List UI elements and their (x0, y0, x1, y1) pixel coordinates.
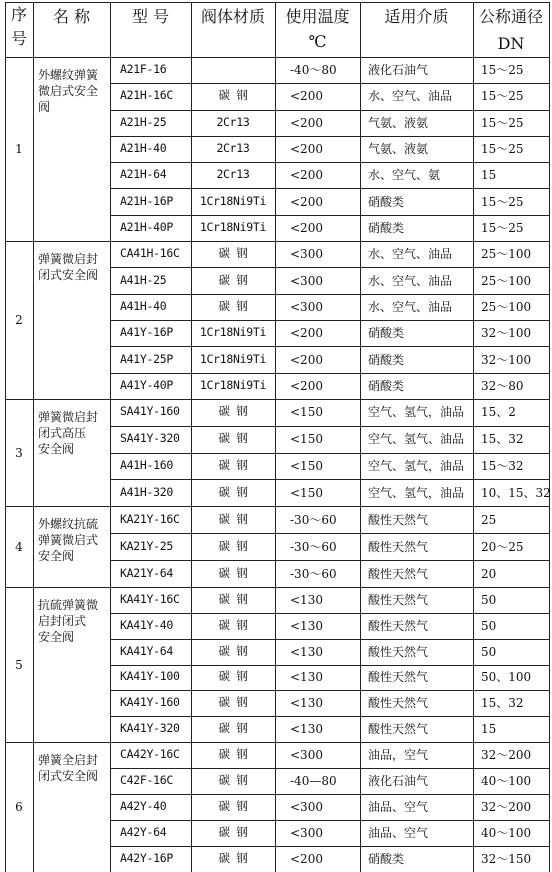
cell-medium: 液化石油气 (368, 63, 429, 78)
cell-material: 碳 钢 (218, 272, 248, 287)
cell-dn: 15～25 (481, 115, 524, 130)
cell-medium: 空气、氢气，油品 (368, 485, 465, 500)
cell-temp: -30～60 (290, 539, 337, 554)
cell-model: KA41Y-64 (120, 643, 173, 658)
cell-dn: 32～100 (481, 352, 532, 367)
cell-model: A41H-160 (120, 457, 173, 472)
table-row-divider (110, 453, 549, 454)
group-name-line: 弹簧微启封 (38, 410, 99, 424)
cell-temp: <130 (290, 696, 323, 711)
cell-material: 1Cr18Ni9Ti (199, 351, 267, 366)
cell-dn: 40～100 (481, 826, 532, 840)
cell-material: 碳 钢 (218, 695, 248, 710)
cell-temp: <130 (290, 592, 323, 607)
cell-temp: <130 (290, 644, 323, 659)
cell-temp: -30～60 (290, 512, 337, 527)
cell-dn: 15、2 (481, 405, 516, 420)
table-top-border (5, 2, 549, 3)
cell-medium: 水、空气、油品 (368, 89, 453, 104)
header-bottom-border (5, 57, 549, 58)
group-name-line: 外螺纹抗硫 (38, 517, 99, 531)
cell-medium: 酸性天然气 (368, 722, 429, 737)
cell-model: KA41Y-40 (120, 617, 173, 632)
cell-dn: 50 (481, 592, 497, 607)
cell-medium: 酸性天然气 (368, 512, 429, 527)
cell-material: 碳 钢 (218, 457, 248, 472)
cell-model: A41H-25 (120, 272, 167, 287)
table-row-divider (110, 613, 549, 614)
cell-material: 碳 钢 (218, 88, 248, 103)
cell-model: KA41Y-16C (120, 591, 180, 606)
cell-temp: <150 (290, 405, 323, 420)
table-row-divider (110, 533, 549, 534)
group-name-line: 安全阀 (38, 442, 75, 456)
table-row-divider (110, 846, 549, 847)
cell-dn: 20～25 (481, 539, 524, 554)
cell-model: KA21Y-64 (120, 565, 173, 580)
group-name-line: 阀 (38, 100, 51, 114)
cell-temp: <200 (290, 352, 323, 367)
cell-medium: 酸性天然气 (368, 670, 429, 685)
cell-material: 碳 钢 (218, 825, 248, 839)
cell-material: 碳 钢 (218, 851, 248, 865)
cell-material: 碳 钢 (218, 669, 248, 684)
header-material: 阀体材质 (200, 7, 265, 26)
cell-medium: 酸性天然气 (368, 566, 429, 581)
cell-model: CA42Y-16C (120, 747, 180, 761)
header-temp: 使用温度 (285, 7, 350, 26)
cell-temp: <200 (290, 194, 323, 209)
cell-model: A21H-25 (120, 114, 167, 129)
cell-material: 碳 钢 (218, 246, 248, 261)
cell-temp: <200 (290, 326, 323, 341)
table-row-divider (110, 373, 549, 374)
table-row-divider (110, 294, 549, 295)
cell-temp: <130 (290, 618, 323, 633)
table-row-divider (110, 110, 549, 111)
cell-material: 碳 钢 (218, 773, 248, 787)
cell-model: A21F-16 (120, 62, 167, 77)
header-dn: 公称通径 (478, 7, 543, 26)
cell-model: SA41Y-160 (120, 404, 180, 419)
header-model: 型 号 (131, 7, 170, 26)
cell-medium: 酸性天然气 (368, 696, 429, 711)
group-name-line: 抗硫弹簧微 (38, 598, 99, 612)
table-row-divider (110, 426, 549, 427)
group-seq: 4 (15, 539, 23, 554)
cell-temp: <200 (290, 378, 323, 393)
cell-dn: 32～100 (481, 326, 532, 341)
cell-dn: 50、100 (481, 670, 532, 685)
cell-model: SA41Y-320 (120, 431, 180, 446)
cell-temp: <150 (290, 485, 323, 500)
table-row-divider (110, 267, 549, 268)
cell-model: C42F-16C (120, 773, 173, 787)
table-row-divider (110, 83, 549, 84)
header-seq: 号 (10, 29, 27, 48)
cell-model: A21H-16C (120, 88, 173, 103)
cell-dn: 15～25 (481, 63, 524, 78)
cell-material: 2Cr13 (216, 141, 250, 155)
table-row-divider (110, 665, 549, 666)
cell-model: KA41Y-320 (120, 721, 180, 736)
cell-material: 碳 钢 (218, 591, 248, 606)
cell-dn: 40～100 (481, 774, 532, 788)
cell-temp: <300 (290, 800, 323, 814)
cell-medium: 气氨、液氨 (368, 142, 429, 156)
group-seq: 1 (15, 142, 23, 156)
cell-dn: 32～80 (481, 378, 524, 393)
cell-material: 碳 钢 (218, 617, 248, 632)
cell-material: 碳 钢 (218, 643, 248, 658)
cell-material: 碳 钢 (218, 721, 248, 736)
cell-dn: 15～25 (481, 142, 524, 156)
group-seq: 2 (15, 313, 23, 327)
cell-temp: <200 (290, 852, 323, 866)
cell-dn: 25～100 (481, 299, 532, 314)
cell-dn: 25～100 (481, 273, 532, 288)
group-name-line: 闭式安全阀 (38, 268, 99, 282)
cell-temp: -40～80 (290, 63, 337, 78)
cell-temp: <300 (290, 826, 323, 840)
table-row-divider (110, 479, 549, 480)
cell-temp: <130 (290, 722, 323, 737)
cell-dn: 32～200 (481, 748, 532, 762)
table-row-divider (110, 716, 549, 717)
cell-model: A41Y-25P (120, 351, 173, 366)
cell-material: 碳 钢 (218, 404, 248, 419)
cell-medium: 酸性天然气 (368, 618, 429, 633)
cell-medium: 水、空气、油品 (368, 299, 453, 314)
cell-medium: 水、空气、氨 (368, 168, 441, 183)
cell-medium: 酸性天然气 (368, 592, 429, 607)
cell-model: KA41Y-160 (120, 695, 180, 710)
cell-material: 2Cr13 (216, 167, 250, 182)
cell-medium: 硝酸类 (368, 220, 405, 235)
cell-temp: <300 (290, 247, 323, 262)
table-row-divider (110, 768, 549, 769)
cell-medium: 硝酸类 (368, 378, 405, 393)
table-row-divider (110, 346, 549, 347)
column-divider-7 (549, 2, 550, 872)
cell-dn: 20 (481, 566, 497, 581)
cell-model: KA21Y-25 (120, 538, 173, 553)
group-seq: 5 (15, 657, 23, 672)
cell-medium: 硝酸类 (368, 352, 405, 367)
cell-temp: <150 (290, 432, 323, 447)
group-name-line: 启封闭式 (38, 614, 87, 628)
cell-temp: <200 (290, 142, 323, 156)
cell-dn: 15～25 (481, 89, 524, 104)
cell-medium: 油品，空气 (368, 748, 429, 762)
cell-medium: 空气、氢气，油品 (368, 405, 465, 420)
cell-dn: 15 (481, 168, 497, 183)
cell-dn: 32～150 (481, 852, 532, 866)
cell-material: 碳 钢 (218, 431, 248, 446)
cell-model: A42Y-16P (120, 851, 173, 865)
header-seq: 序 (10, 5, 27, 24)
group-name-line: 弹簧微启式 (38, 533, 99, 547)
table-row-divider (110, 188, 549, 189)
cell-dn: 15～32 (481, 458, 524, 473)
table-row-divider (110, 690, 549, 691)
cell-medium: 空气、氢气，油品 (368, 458, 465, 473)
cell-model: A41Y-40P (120, 377, 173, 392)
cell-material: 碳 钢 (218, 298, 248, 313)
cell-temp: <300 (290, 748, 323, 762)
cell-model: CA41H-16C (120, 246, 180, 261)
cell-dn: 25～100 (481, 247, 532, 262)
group-name-line: 微启式安全 (38, 84, 99, 98)
cell-material: 1Cr18Ni9Ti (199, 377, 267, 392)
cell-material: 碳 钢 (218, 799, 248, 813)
cell-dn: 15～25 (481, 194, 524, 209)
cell-model: KA41Y-100 (120, 669, 180, 684)
cell-dn: 15、32 (481, 696, 524, 711)
cell-dn: 15～25 (481, 220, 524, 235)
header-medium: 适用介质 (384, 7, 449, 26)
header-temp-unit: ℃ (308, 32, 327, 51)
cell-material: 碳 钢 (218, 747, 248, 761)
cell-model: A42Y-64 (120, 825, 167, 839)
cell-medium: 液化石油气 (368, 774, 429, 788)
cell-model: A41H-320 (120, 484, 173, 499)
table-row-divider (110, 639, 549, 640)
group-name-line: 闭式高压 (38, 426, 87, 440)
group-name-line: 外螺纹弹簧 (38, 68, 99, 82)
cell-medium: 硝酸类 (368, 194, 405, 209)
group-divider (5, 506, 549, 507)
cell-temp: <200 (290, 220, 323, 235)
cell-dn: 10、15、32 (481, 485, 551, 500)
cell-dn: 50 (481, 644, 497, 659)
cell-medium: 水、空气、油品 (368, 273, 453, 288)
table-row-divider (110, 136, 549, 137)
cell-model: A41Y-16P (120, 325, 173, 340)
table-row-divider (110, 560, 549, 561)
group-divider (5, 241, 549, 242)
group-name-line: 弹簧微启封 (38, 252, 99, 266)
cell-dn: 25 (481, 512, 497, 527)
cell-temp: -40—80 (290, 774, 337, 788)
group-divider (5, 399, 549, 400)
cell-temp: -30～60 (290, 566, 337, 581)
cell-medium: 硝酸类 (368, 852, 405, 866)
cell-medium: 硝酸类 (368, 326, 405, 341)
cell-material: 碳 钢 (218, 511, 248, 526)
header-name: 名 称 (52, 7, 91, 26)
cell-medium: 空气、氢气、油品 (368, 432, 465, 447)
table-row-divider (110, 162, 549, 163)
cell-medium: 气氨、液氨 (368, 115, 429, 130)
cell-medium: 酸性天然气 (368, 644, 429, 659)
cell-medium: 水、空气、油品 (368, 247, 453, 262)
group-name-line: 弹簧全启封 (38, 753, 99, 767)
cell-material: 1Cr18Ni9Ti (199, 193, 267, 208)
cell-medium: 油品、空气 (368, 800, 429, 814)
cell-model: A41H-40 (120, 298, 167, 313)
group-seq: 3 (15, 445, 23, 460)
group-seq: 6 (15, 800, 23, 814)
cell-model: A42Y-40 (120, 799, 167, 813)
cell-dn: 50 (481, 618, 497, 633)
cell-model: A21H-64 (120, 167, 167, 182)
table-row-divider (110, 215, 549, 216)
cell-temp: <150 (290, 458, 323, 473)
cell-model: KA21Y-16C (120, 511, 180, 526)
cell-medium: 酸性天然气 (368, 539, 429, 554)
cell-material: 碳 钢 (218, 565, 248, 580)
cell-material: 1Cr18Ni9Ti (199, 219, 267, 234)
cell-dn: 15 (481, 722, 497, 737)
cell-temp: <200 (290, 168, 323, 183)
cell-temp: <200 (290, 89, 323, 104)
cell-temp: <300 (290, 273, 323, 288)
cell-medium: 油品、空气 (368, 826, 429, 840)
cell-material: 碳 钢 (218, 484, 248, 499)
table-row-divider (110, 794, 549, 795)
header-dn-unit: DN (497, 34, 525, 53)
cell-dn: 32～200 (481, 800, 532, 814)
cell-model: A21H-40P (120, 219, 173, 234)
cell-dn: 15、32 (481, 432, 524, 447)
cell-temp: <130 (290, 670, 323, 685)
group-divider (5, 742, 549, 743)
group-name-line: 安全阀 (38, 630, 75, 644)
cell-material: 2Cr13 (216, 114, 250, 129)
cell-temp: <200 (290, 115, 323, 130)
group-name-line: 安全阀 (38, 549, 75, 563)
cell-model: A21H-16P (120, 193, 173, 208)
cell-material: 碳 钢 (218, 538, 248, 553)
cell-model: A21H-40 (120, 141, 167, 155)
cell-material: 1Cr18Ni9Ti (199, 325, 267, 340)
group-name-line: 闭式安全阀 (38, 769, 99, 783)
cell-temp: <300 (290, 299, 323, 314)
group-divider (5, 587, 549, 588)
table-row-divider (110, 320, 549, 321)
table-row-divider (110, 820, 549, 821)
